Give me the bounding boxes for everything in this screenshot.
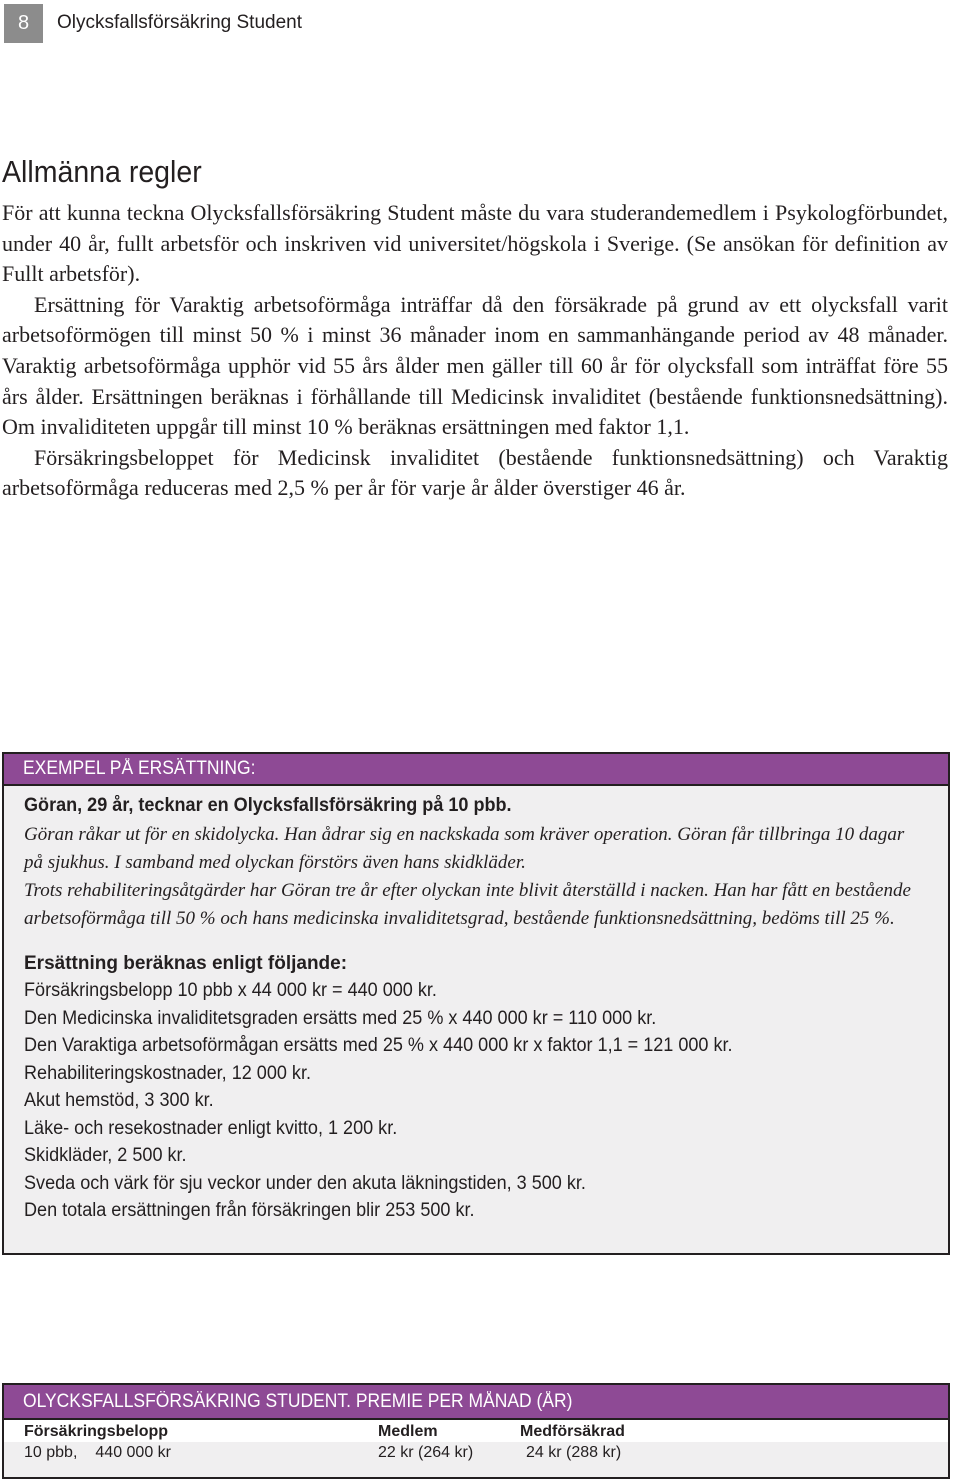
paragraph-permanent-disability: Ersättning för Varaktig arbetsoförmåga inträffar då den försäkrade på grund av ett olycksfall varit arbetsoförmögen till minst 50 % i minst 36 månader inom en sammanhängande period av 48 månader. Varaktig arbetsoförmåga upphör vid 55 års ålder men gäller till 60 år för olycksfall som inträffat före 55 års ålder. Ersättningen beräknas i förhållande till Medicinsk invaliditet (bestående funktionsnedsättning). Om invaliditeten uppgår till minst 10 % beräknas ersättningen med faktor 1,1. [2, 291, 948, 440]
cell-member-premium: 22 kr (264 kr) [378, 1444, 474, 1461]
calc-line: Försäkringsbelopp 10 pbb x 44 000 kr = 440 000 kr. [24, 980, 437, 1001]
example-title: Göran, 29 år, tecknar en Olycksfallsförsäkring på 10 pbb. [24, 795, 512, 816]
running-header: Olycksfallsförsäkring Student [57, 12, 302, 33]
section-title: Allmänna regler [2, 154, 202, 189]
calc-line: Sveda och värk för sju veckor under den akuta läkningstiden, 3 500 kr. [24, 1172, 586, 1194]
cell-co-insured-premium: 24 kr (288 kr) [526, 1444, 622, 1461]
calc-line: Skidkläder, 2 500 kr. [24, 1145, 187, 1166]
calc-line: Den Medicinska invaliditetsgraden ersätts med 25 % x 440 000 kr = 110 000 kr. [24, 1007, 657, 1029]
example-scenario-1: Göran råkar ut för en skidolycka. Han ådrar sig en nackskada som kräver operation. Göran får tillbringa 10 dagar på sjukhus. I samband med olyckan förstörs även hans skidkläder. [24, 824, 905, 873]
table-row [4, 1442, 948, 1463]
column-header-member: Medlem [378, 1423, 438, 1440]
cell-insured-amount [4, 1442, 378, 1463]
cell-amount-kr: 440 000 kr [95, 1444, 171, 1461]
example-scenario-2: Trots rehabiliteringsåtgärder har Göran tre år efter olyckan inte blivit återställd i nacken. Han har fått en bestående arbetsoförmåga till 50 % och hans medicinska invaliditetsgrad, bestående funktionsnedsättning, bedöms till 25 %. [24, 880, 911, 929]
calc-heading: Ersättning beräknas enligt följande: [24, 953, 348, 974]
paragraph-eligibility: För att kunna teckna Olycksfallsförsäkring Student måste du vara studerandemedlem i Psykologförbundet, under 40 år, fullt arbetsför och inskriven vid universitet/högskola i Sverige. (Se ansökan för definition av Fullt arbetsför). [2, 200, 948, 287]
premium-header [4, 1385, 948, 1420]
calc-list [24, 977, 928, 1225]
calc-line-total: Den totala ersättningen från försäkringen blir 253 500 kr. [24, 1200, 475, 1221]
example-content [4, 786, 948, 1225]
column-header-amount: Försäkringsbelopp [24, 1423, 169, 1440]
calc-line: Akut hemstöd, 3 300 kr. [24, 1090, 214, 1111]
column-header-co-insured: Medförsäkrad [520, 1423, 625, 1440]
calc-line: Den Varaktiga arbetsoförmågan ersätts med 25 % x 440 000 kr x faktor 1,1 = 121 000 kr. [24, 1035, 733, 1056]
premium-box [2, 1383, 950, 1479]
calc-line: Rehabiliteringskostnader, 12 000 kr. [24, 1062, 311, 1084]
premium-header-label: OLYCKSFALLSFÖRSÄKRING STUDENT. PREMIE PER MÅNAD (ÅR) [23, 1390, 573, 1412]
calc-line: Läke- och resekostnader enligt kvitto, 1 200 kr. [24, 1117, 398, 1139]
body-text [2, 198, 948, 504]
page-number-badge: 8 [4, 4, 43, 43]
example-header-label: EXEMPEL PÅ ERSÄTTNING: [23, 758, 256, 779]
premium-table [4, 1420, 948, 1463]
example-box [2, 752, 950, 1255]
premium-table-header-row [4, 1420, 948, 1442]
paragraph-reduction: Försäkringsbeloppet för Medicinsk invaliditet (bestående funktionsnedsättning) och Varaktig arbetsoförmåga reduceras med 2,5 % per år för varje år ålder överstiger 46 år. [2, 444, 948, 501]
example-header [4, 754, 948, 786]
cell-pbb: 10 pbb, [24, 1444, 78, 1461]
